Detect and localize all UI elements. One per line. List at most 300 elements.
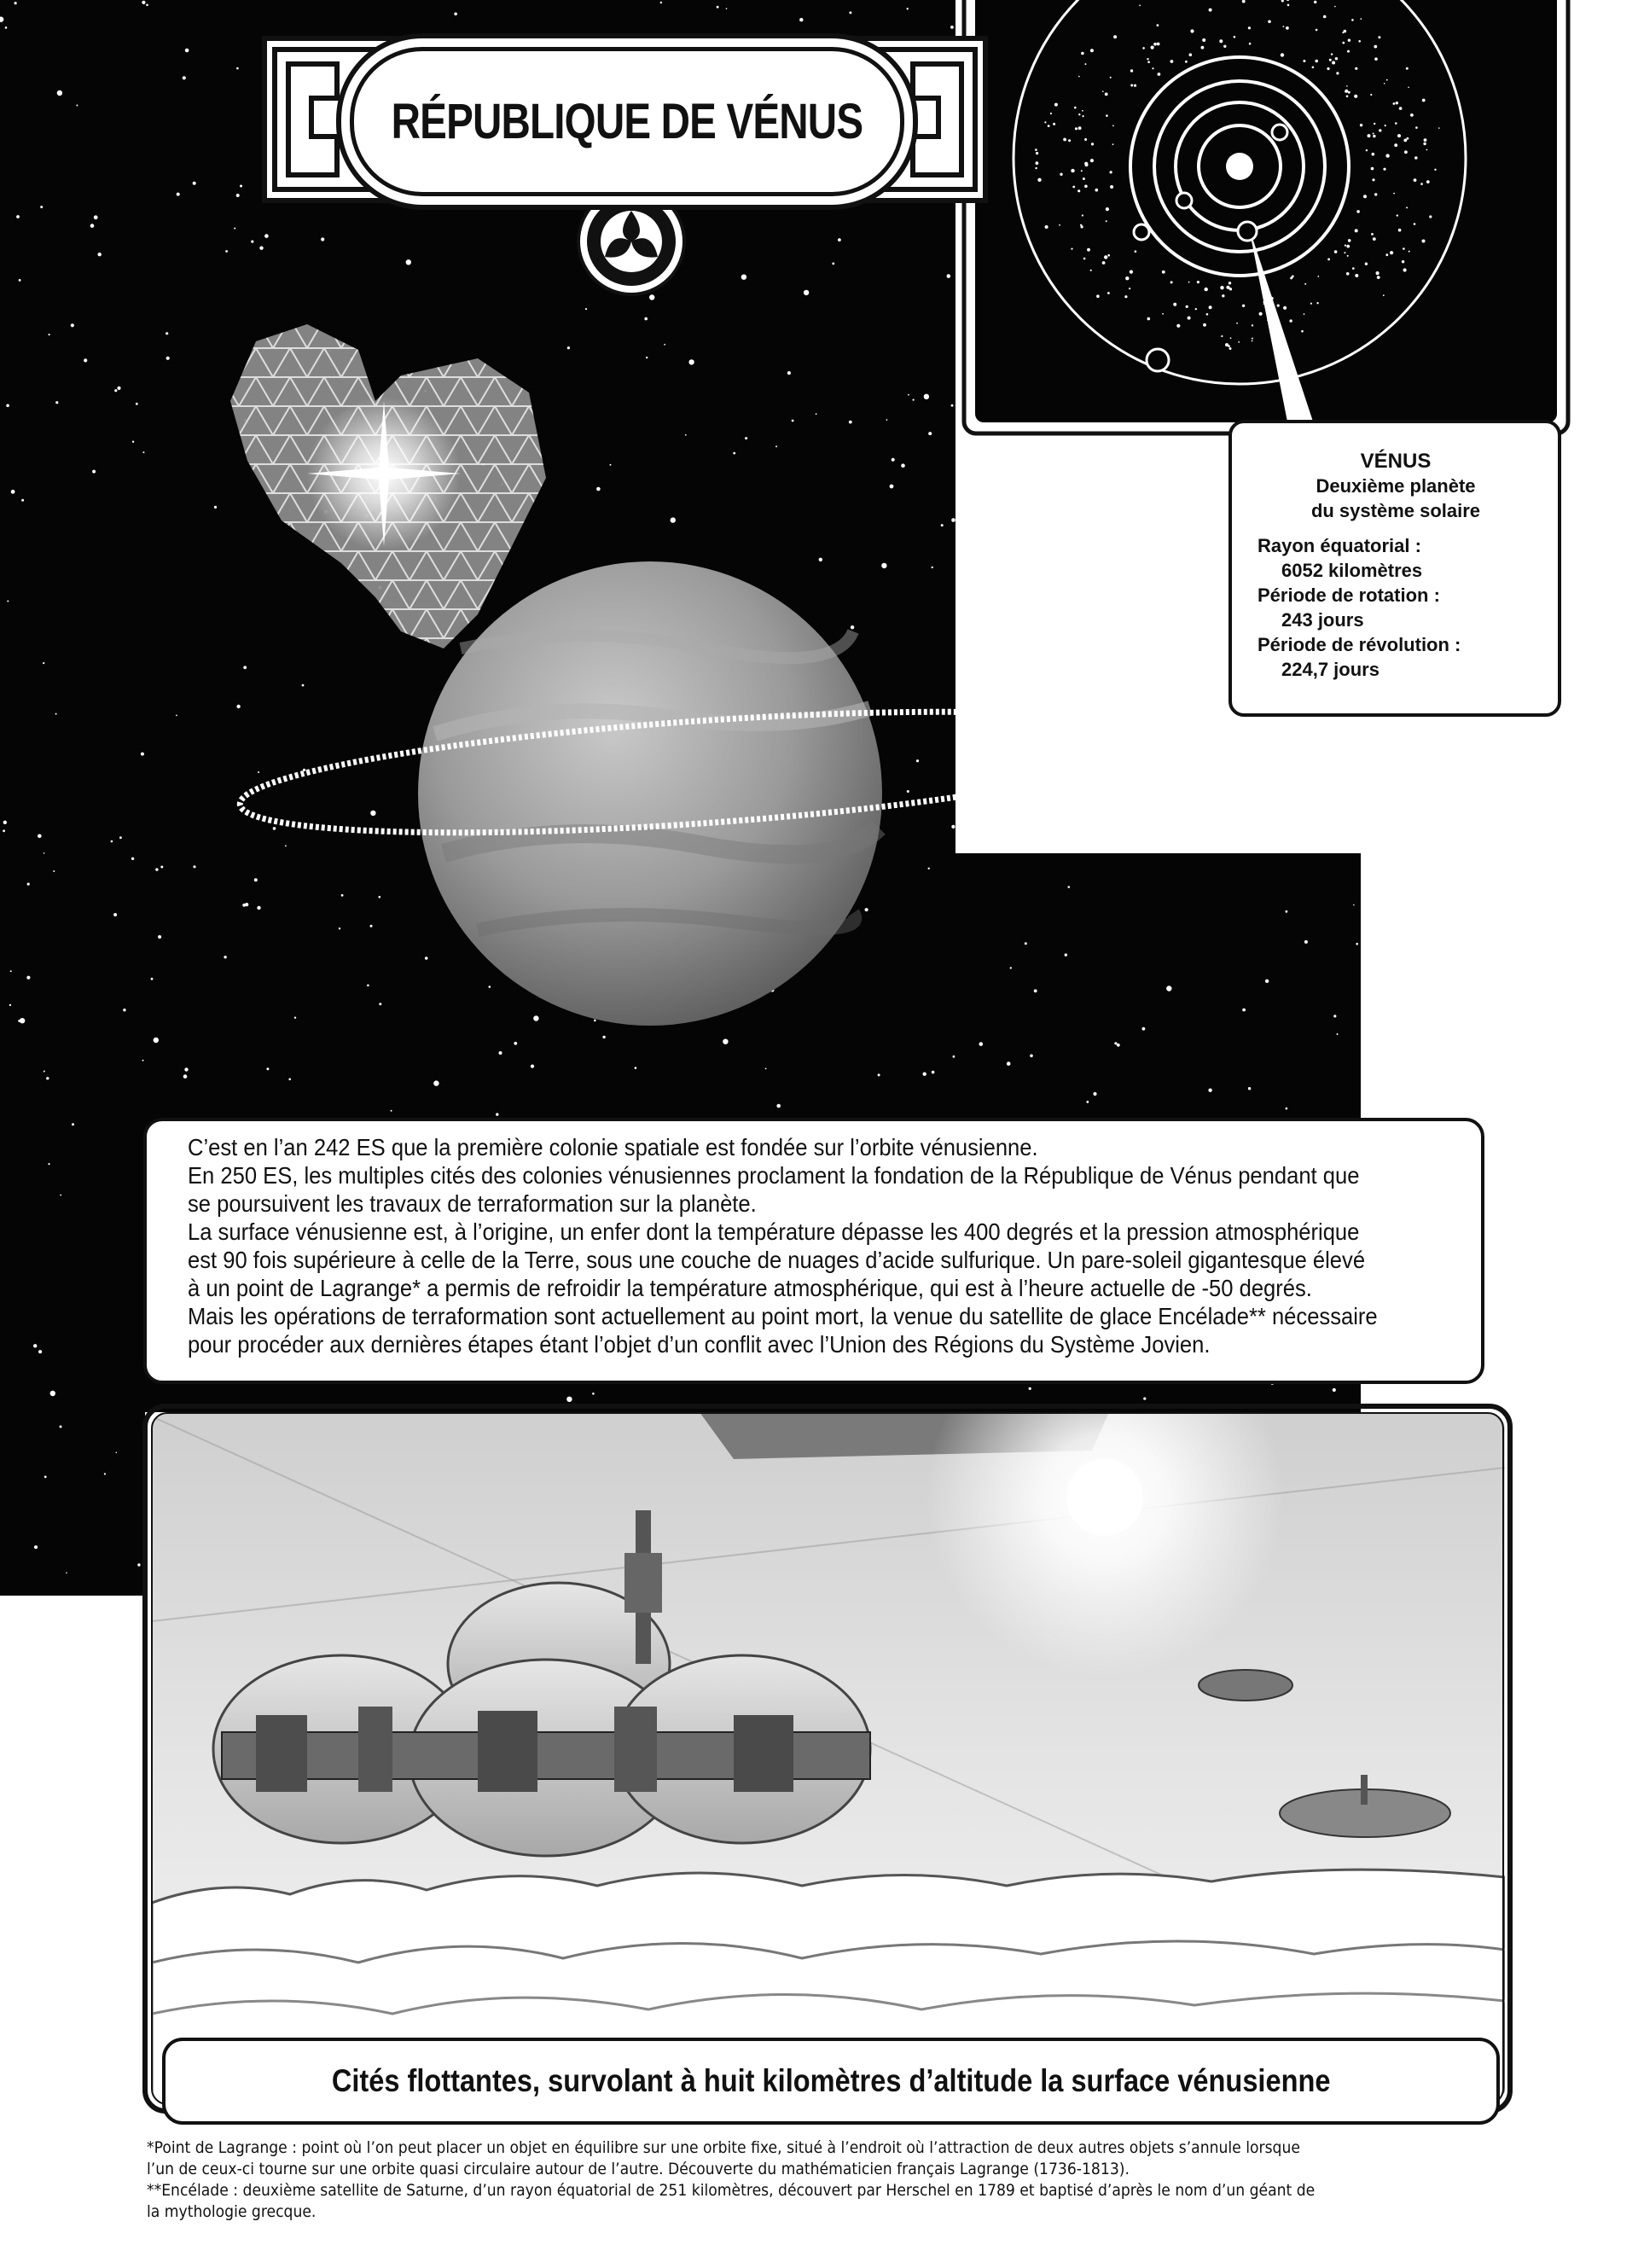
asteroid: [1222, 294, 1224, 297]
asteroid: [1393, 102, 1396, 105]
asteroid: [1185, 61, 1188, 63]
asteroid: [1059, 224, 1060, 226]
star: [454, 12, 457, 15]
asteroid: [1429, 215, 1432, 218]
asteroid: [1219, 39, 1223, 43]
star: [6, 404, 9, 408]
star: [92, 470, 96, 474]
star: [610, 464, 612, 466]
intro-line: pour procéder aux dernières étapes étant l’objet d’un conflit avec l’Union des Régions du Système Jovien.: [188, 1331, 1211, 1358]
star: [907, 790, 909, 793]
star: [166, 332, 168, 334]
asteroid: [1139, 5, 1141, 7]
star: [1166, 986, 1171, 991]
asteroid: [1110, 171, 1112, 173]
asteroid: [1346, 96, 1349, 98]
asteroid: [1110, 185, 1113, 189]
star: [33, 1344, 37, 1347]
star: [787, 371, 791, 375]
asteroid: [1403, 247, 1405, 250]
asteroid: [1130, 270, 1133, 274]
star: [733, 452, 735, 455]
asteroid: [1157, 24, 1159, 26]
asteroid: [1315, 60, 1318, 63]
star: [15, 2, 17, 4]
asteroid: [1355, 67, 1357, 70]
asteroid: [1289, 319, 1292, 322]
star: [141, 753, 144, 756]
asteroid: [1249, 43, 1252, 45]
asteroid: [1090, 270, 1092, 271]
star: [76, 105, 78, 107]
star: [745, 437, 747, 439]
asteroid: [1153, 43, 1157, 46]
asteroid: [1304, 283, 1306, 285]
star: [928, 868, 930, 869]
star: [84, 358, 87, 362]
asteroid: [1408, 87, 1409, 89]
asteroid: [1083, 115, 1084, 117]
star: [19, 279, 21, 282]
asteroid: [1422, 240, 1426, 243]
footnotes: [147, 2137, 1495, 2223]
asteroid: [1228, 282, 1231, 284]
asteroid: [1363, 195, 1367, 198]
star: [1029, 1387, 1031, 1390]
star: [908, 394, 909, 396]
asteroid: [1374, 45, 1377, 49]
star: [1286, 910, 1288, 913]
star: [123, 1009, 125, 1011]
star: [1333, 1388, 1336, 1392]
star: [55, 713, 57, 715]
star: [499, 1051, 502, 1055]
star: [119, 836, 122, 839]
asteroid: [1170, 60, 1174, 63]
asteroid: [1393, 193, 1395, 195]
star: [302, 684, 305, 687]
star: [685, 434, 687, 436]
asteroid: [1372, 178, 1374, 181]
asteroid: [1082, 214, 1083, 216]
planet-info-box: [1228, 420, 1561, 717]
asteroid: [1075, 127, 1077, 130]
intro-line: est 90 fois supérieure à celle de la Terre, sous une couche de nuages d’acide sulfurique. Un pare-soleil gigantesque élevé: [188, 1247, 1366, 1273]
star: [947, 274, 951, 278]
star: [832, 263, 834, 265]
asteroid: [1312, 67, 1315, 69]
star: [776, 1104, 781, 1108]
star: [1242, 1009, 1246, 1012]
asteroid: [1304, 313, 1305, 315]
star: [9, 1004, 11, 1006]
asteroid: [1323, 15, 1327, 19]
star: [236, 705, 240, 708]
asteroid: [1373, 133, 1374, 135]
asteroid: [1084, 138, 1087, 141]
star: [234, 228, 235, 230]
asteroid: [1348, 239, 1351, 242]
intro-text-box: [143, 1118, 1484, 1384]
asteroid: [1060, 173, 1062, 176]
asteroid: [1332, 61, 1335, 65]
asteroid: [1351, 19, 1354, 21]
asteroid: [1345, 90, 1348, 93]
asteroid: [1420, 183, 1423, 185]
asteroid: [1379, 129, 1381, 131]
asteroid: [1129, 288, 1130, 289]
star: [819, 558, 822, 561]
star: [55, 401, 58, 404]
star: [21, 499, 24, 502]
star: [592, 1393, 595, 1395]
star: [27, 883, 30, 886]
star: [892, 458, 895, 462]
star: [341, 894, 344, 897]
asteroid: [1317, 276, 1319, 277]
asteroid: [1106, 220, 1107, 222]
asteroid: [1085, 163, 1089, 166]
radius-label: Rayon équatorial :: [1258, 535, 1421, 556]
star: [928, 432, 932, 435]
asteroid: [1238, 341, 1240, 343]
asteroid: [1378, 36, 1380, 38]
star: [137, 1563, 140, 1566]
star: [367, 985, 369, 987]
planet-subtitle-1: Deuxième planète: [1316, 475, 1476, 497]
star: [849, 421, 852, 424]
asteroid: [1346, 85, 1348, 87]
asteroid: [1124, 295, 1127, 298]
star: [953, 1055, 956, 1058]
star: [38, 835, 42, 839]
asteroid: [1044, 121, 1046, 123]
star: [1337, 1033, 1339, 1035]
asteroid: [1335, 57, 1338, 60]
star: [53, 870, 55, 872]
star: [370, 811, 375, 816]
star: [160, 866, 163, 869]
asteroid: [1370, 94, 1372, 96]
star: [979, 1042, 984, 1046]
star: [890, 485, 894, 489]
asteroid: [1414, 178, 1417, 182]
star: [816, 413, 817, 415]
star: [688, 359, 694, 364]
asteroid: [1397, 214, 1398, 216]
asteroid: [1071, 248, 1072, 250]
star: [1353, 904, 1355, 906]
asteroid: [1106, 114, 1108, 117]
scene-caption: Cités flottantes, survolant à huit kilomètres d’altitude la surface vénusienne: [331, 2063, 1331, 2098]
asteroid: [1355, 229, 1358, 232]
asteroid: [1197, 281, 1199, 283]
star: [3, 821, 7, 824]
asteroid: [1189, 53, 1193, 56]
star: [660, 2, 662, 3]
revolution-value: 224,7 jours: [1281, 659, 1380, 680]
star: [20, 1018, 25, 1023]
asteroid: [1084, 185, 1088, 189]
star: [131, 858, 134, 860]
asteroid: [1202, 38, 1205, 42]
star: [865, 908, 868, 911]
asteroid: [1424, 138, 1427, 142]
asteroid: [1352, 267, 1355, 270]
asteroid: [1087, 248, 1090, 252]
asteroid: [1130, 69, 1133, 72]
asteroid: [1373, 237, 1376, 241]
star: [543, 33, 544, 35]
asteroid: [1327, 67, 1329, 70]
star: [379, 1003, 381, 1005]
asteroid: [1107, 292, 1110, 294]
star: [726, 8, 728, 9]
star: [1065, 953, 1067, 956]
asteroid: [1434, 169, 1436, 171]
asteroid: [1385, 125, 1386, 126]
asteroid: [1374, 57, 1378, 61]
asteroid: [1385, 253, 1388, 256]
star: [44, 1071, 45, 1073]
asteroid: [1384, 83, 1385, 84]
asteroid: [1084, 63, 1086, 65]
star: [339, 928, 340, 929]
asteroid: [1403, 268, 1407, 271]
asteroid: [1329, 59, 1332, 61]
star: [425, 957, 428, 960]
star: [1007, 1061, 1011, 1066]
star: [1248, 1087, 1251, 1090]
asteroid: [1230, 337, 1232, 339]
asteroid: [1220, 286, 1223, 289]
star: [792, 420, 794, 422]
star: [264, 234, 269, 238]
star: [489, 986, 491, 988]
asteroid: [1162, 313, 1164, 315]
star: [184, 1067, 188, 1071]
asteroid: [1336, 72, 1339, 74]
star: [236, 67, 239, 70]
asteroid: [1283, 26, 1285, 27]
star: [259, 247, 263, 250]
star: [26, 976, 30, 980]
asteroid: [1397, 134, 1401, 137]
footnote-line: *Point de Lagrange : point où l’on peut placer un objet en équilibre sur une orbite fixe, situé à l’endroit où l’attraction de deux autres objets s’annule lorsque: [147, 2138, 1300, 2157]
star: [913, 399, 915, 401]
star: [142, 451, 144, 453]
intro-line: La surface vénusienne est, à l’origine, un enfer dont la température dépasse les 400 degrés et la pression atmosphérique: [188, 1218, 1360, 1245]
star: [1068, 886, 1071, 888]
star: [406, 259, 411, 265]
star: [433, 1080, 439, 1085]
star: [5, 26, 8, 29]
asteroid: [1348, 39, 1350, 42]
star: [71, 323, 74, 327]
star: [923, 1073, 926, 1076]
star: [514, 1042, 517, 1045]
asteroid: [1151, 46, 1154, 49]
asteroid: [1223, 45, 1226, 48]
asteroid: [1205, 288, 1208, 291]
asteroid: [1113, 35, 1117, 38]
asteroid: [1036, 161, 1039, 165]
asteroid: [1252, 338, 1253, 340]
star: [142, 1, 145, 4]
star: [273, 827, 276, 830]
star: [60, 1426, 62, 1428]
asteroid: [1234, 36, 1236, 38]
asteroid: [1130, 84, 1133, 87]
star: [177, 193, 180, 196]
star: [951, 825, 955, 829]
scene-caption-box: [162, 2038, 1500, 2125]
asteroid: [1229, 347, 1232, 350]
asteroid: [1402, 260, 1404, 263]
star: [881, 563, 886, 568]
asteroid: [1438, 127, 1440, 129]
star: [646, 357, 648, 358]
asteroid: [1390, 251, 1393, 254]
star: [1034, 989, 1037, 992]
asteroid: [1342, 42, 1345, 44]
asteroid: [1394, 143, 1397, 147]
star: [602, 1036, 605, 1038]
star: [886, 419, 888, 421]
intro-line: En 250 ES, les multiples cités des colonies vénusiennes proclament la fondation de la République de Vénus pendant que: [188, 1162, 1360, 1189]
star: [1086, 1101, 1089, 1103]
asteroid: [1268, 20, 1271, 24]
republic-emblem-icon: [578, 189, 684, 294]
star: [3, 829, 5, 832]
asteroid: [1228, 345, 1230, 347]
star: [1114, 1042, 1117, 1044]
star: [765, 1068, 767, 1070]
asteroid: [1334, 6, 1336, 8]
revolution-label: Période de révolution :: [1258, 634, 1461, 655]
asteroid: [1158, 73, 1161, 76]
asteroid: [1376, 271, 1380, 275]
star: [48, 1163, 49, 1165]
star: [1093, 1092, 1096, 1096]
asteroid: [1035, 148, 1037, 151]
star: [176, 715, 177, 717]
star: [916, 759, 919, 762]
star: [321, 237, 324, 241]
asteroid: [1045, 225, 1048, 229]
solar-system-inset: [964, 0, 1568, 433]
asteroid: [1157, 43, 1160, 46]
star: [136, 403, 138, 405]
asteroid: [1063, 138, 1066, 142]
asteroid: [1147, 58, 1148, 60]
asteroid: [1360, 124, 1362, 126]
asteroid: [1048, 125, 1050, 127]
star: [496, 1113, 498, 1115]
star: [585, 308, 587, 310]
asteroid: [1316, 302, 1318, 304]
star: [649, 294, 654, 299]
asteroid: [1406, 206, 1408, 208]
star: [950, 26, 954, 29]
asteroid: [1078, 76, 1080, 78]
intro-line: Mais les opérations de terraformation sont actuellement au point mort, la venue du satellite de glace Encélade** nécessaire: [188, 1303, 1378, 1329]
star: [111, 840, 113, 843]
asteroid: [1112, 143, 1114, 145]
asteroid: [1396, 102, 1398, 104]
asteroid: [1074, 107, 1077, 109]
asteroid: [1346, 245, 1350, 248]
asteroid: [1377, 276, 1380, 279]
asteroid: [1365, 263, 1368, 265]
asteroid: [1188, 317, 1191, 320]
footnote-line: l’un de ceux-ci tourne sur une orbite quasi circulaire autour de l’autre. Découverte du mathématicien français Lagrange (1736-1813).: [147, 2160, 1130, 2178]
star: [242, 904, 246, 907]
asteroid: [1385, 154, 1389, 157]
star: [132, 441, 134, 443]
star: [236, 194, 240, 197]
star: [1030, 1055, 1033, 1058]
asteroid: [1310, 303, 1312, 305]
rotation-value: 243 jours: [1281, 609, 1364, 631]
star: [878, 1073, 880, 1076]
asteroid: [1252, 340, 1253, 342]
asteroid: [1170, 281, 1173, 283]
star: [266, 1067, 269, 1070]
star: [193, 182, 196, 185]
star: [224, 956, 226, 958]
asteroid: [1356, 210, 1360, 213]
asteroid: [1036, 152, 1038, 154]
star: [775, 445, 777, 447]
star: [243, 666, 247, 669]
asteroid: [1259, 312, 1263, 316]
asteroid: [1102, 261, 1106, 265]
star: [57, 90, 62, 96]
asteroid: [1347, 255, 1349, 257]
star: [379, 896, 381, 898]
asteroid: [1082, 110, 1083, 112]
star: [951, 518, 956, 522]
star: [214, 506, 217, 509]
asteroid: [1081, 52, 1084, 55]
asteroid: [1426, 180, 1430, 183]
star: [533, 1015, 538, 1021]
star: [44, 1475, 47, 1478]
asteroid: [1344, 252, 1345, 253]
asteroid: [1071, 169, 1074, 172]
star: [671, 517, 676, 522]
asteroid: [1404, 150, 1408, 154]
asteroid: [1346, 272, 1350, 276]
asteroid: [1371, 233, 1374, 236]
star: [155, 868, 158, 870]
star: [804, 290, 809, 295]
asteroid: [1277, 305, 1280, 307]
asteroid: [1209, 9, 1212, 12]
star: [49, 334, 50, 335]
star: [901, 463, 905, 468]
star: [94, 215, 98, 219]
asteroid: [1068, 139, 1071, 142]
asteroid: [1090, 49, 1094, 52]
asteroid: [1383, 294, 1385, 296]
star: [907, 8, 909, 9]
asteroid: [1081, 170, 1083, 172]
star: [43, 662, 44, 664]
asteroid: [1236, 323, 1238, 324]
asteroid: [1072, 186, 1075, 189]
